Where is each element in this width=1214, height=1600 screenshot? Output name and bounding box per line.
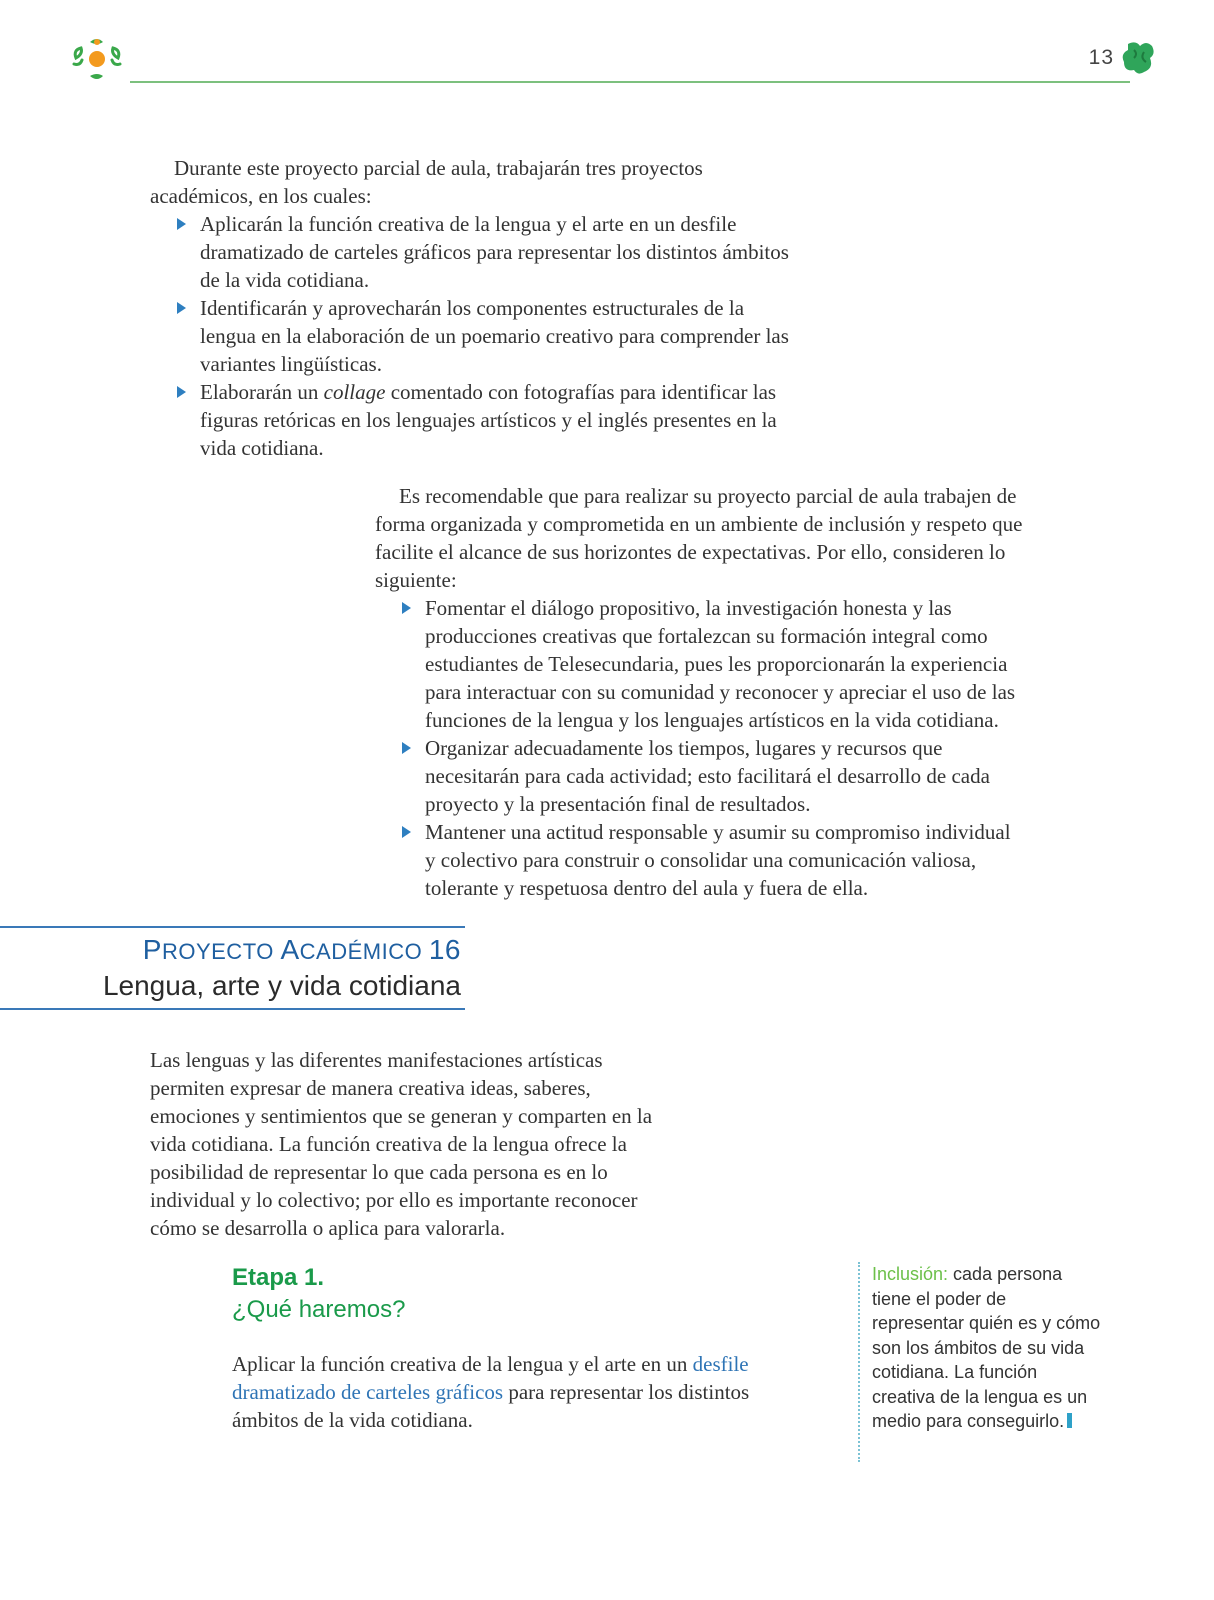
end-mark-icon <box>1067 1413 1072 1428</box>
section-subtitle: Lengua, arte y vida cotidiana <box>102 970 461 1001</box>
glossary-sidebar <box>858 1262 1100 1462</box>
list-item: Elaborarán un collage comentado con fotografías para identificar las figuras retóricas en los lenguajes artísticos y el inglés presentes en la vida cotidiana. <box>200 378 790 462</box>
bullet-triangle-icon <box>177 386 186 398</box>
section-heading <box>0 926 465 1012</box>
recommendation-lead: Es recomendable que para realizar su proyecto parcial de aula trabajen de forma organizada y comprometida en un ambiente de inclusión y respeto que facilite el alcance de sus horizontes de expectativas. Por ello, consideren lo siguiente: <box>375 484 1023 592</box>
etapa-body: Aplicar la función creativa de la lengua y el arte en un desfile dramatizado de carteles gráficos para representar los distintos ámbitos de la vida cotidiana. <box>232 1352 750 1432</box>
recommendation-list <box>375 594 1025 902</box>
glossary-term: Inclusión: <box>872 1264 949 1284</box>
intro-block <box>150 154 790 462</box>
italic-term: collage <box>323 380 386 404</box>
intro-lead: Durante este proyecto parcial de aula, trabajarán tres proyectos académicos, en los cuales: <box>150 156 703 208</box>
glossary-definition: cada persona tiene el poder de representar quién es y cómo son los ámbitos de su vida cotidiana. La función creativa de la lengua es un medio para conseguirlo. <box>872 1264 1101 1431</box>
body-paragraph: Las lenguas y las diferentes manifestaciones artísticas permiten expresar de manera creativa ideas, saberes, emociones y sentimientos que se generan y comparten en la vida cotidiana. La función creativa de la lengua ofrece la posibilidad de representar lo que cada persona es en lo individual y lo colectivo; por ello es importante reconocer cómo se desarrolla o aplica para valorarla. <box>150 1048 653 1240</box>
section-rule-bottom <box>0 1008 465 1010</box>
glossary-text <box>872 1262 1102 1434</box>
intro-list <box>150 210 790 462</box>
etapa-question: ¿Qué haremos? <box>232 1296 406 1323</box>
list-item: Mantener una actitud responsable y asumir su compromiso individual y colectivo para construir o consolidar una comunicación valiosa, tolerante y respetuosa dentro del aula y fuera de ella. <box>425 818 1025 902</box>
list-item: Fomentar el diálogo propositivo, la investigación honesta y las producciones creativas que fortalezcan su formación integral como estudiantes de Telesecundaria, pues les proporcionarán la experiencia para interactuar con su comunidad y reconocer y apreciar el uso de las funciones de la lengua y los lenguajes artísticos en la vida cotidiana. <box>425 594 1025 734</box>
highlighted-term: desfile dramatizado de carteles gráficos <box>232 1352 749 1404</box>
header-rule <box>130 81 1130 83</box>
bullet-triangle-icon <box>402 742 411 754</box>
list-item: Aplicarán la función creativa de la lengua y el arte en un desfile dramatizado de carteles gráficos para representar los distintos ámbitos de la vida cotidiana. <box>200 210 790 294</box>
flower-logo-icon <box>70 34 126 86</box>
bullet-triangle-icon <box>177 302 186 314</box>
bullet-triangle-icon <box>402 602 411 614</box>
bullet-triangle-icon <box>402 826 411 838</box>
green-blob-icon <box>1122 40 1156 76</box>
etapa-title: Etapa 1. <box>232 1264 325 1291</box>
recommendation-block <box>375 482 1025 902</box>
bullet-triangle-icon <box>177 218 186 230</box>
section-rule-top <box>0 926 465 928</box>
list-item: Organizar adecuadamente los tiempos, lugares y recursos que necesitarán para cada actividad; esto facilitará el desarrollo de cada proyecto y la presentación final de resultados. <box>425 734 1025 818</box>
page-number: 13 <box>1088 46 1114 69</box>
list-item: Identificarán y aprovecharán los componentes estructurales de la lengua en la elaboración de un poemario creativo para comprender las variantes lingüísticas. <box>200 294 790 378</box>
section-title: PROYECTO ACADÉMICO 16 <box>142 934 461 965</box>
